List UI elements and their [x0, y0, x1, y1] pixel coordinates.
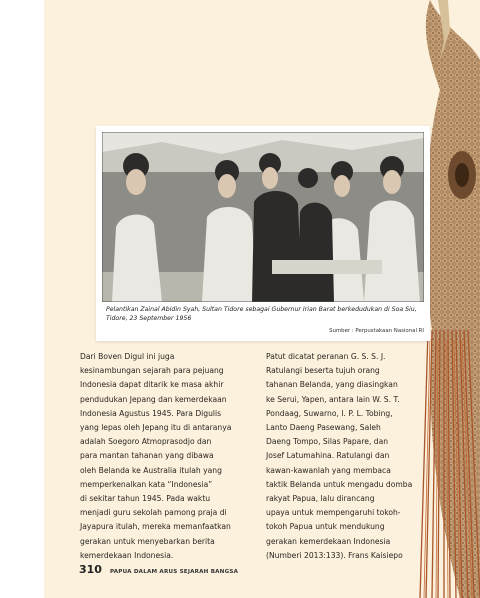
text-line: kawan-kawanlah yang membaca	[266, 465, 391, 475]
text-line: tokoh Papua untuk mendukung	[266, 522, 385, 532]
text-line: para mantan tahanan yang dibawa	[80, 451, 214, 461]
text-line: kesinambungan sejarah para pejuang	[80, 366, 224, 376]
text-line: rakyat Papua, lalu dirancang	[266, 494, 375, 504]
text-line: gerakan kemerdekaan Indonesia	[266, 536, 391, 546]
text-line: Indonesia dapat ditarik ke masa akhir	[80, 380, 224, 390]
text-line: Pondaag, Suwarno, I. P. L. Tobing,	[266, 408, 393, 418]
text-line: Lanto Daeng Pasewang, Saleh	[266, 423, 381, 433]
text-line: adalah Soegoro Atmoprasodjo dan	[80, 437, 212, 447]
text-line: Indonesia Agustus 1945. Para Digulis	[80, 408, 222, 418]
text-line: taktik Belanda untuk mengadu domba	[266, 479, 413, 489]
text-line: Daeng Tompo, Silas Papare, dan	[266, 437, 389, 447]
photo-card	[96, 126, 430, 341]
text-line: upaya untuk mempengaruhi tokoh-	[266, 508, 401, 518]
text-line: Ratulangi beserta tujuh orang	[266, 366, 380, 376]
text-line: Josef Latumahina. Ratulangi dan	[266, 451, 390, 461]
historical-photo	[102, 132, 424, 302]
text-line: gerakan untuk menyebarkan berita	[80, 536, 215, 546]
text-line: Dari Boven Digul ini juga	[80, 352, 175, 361]
photo-source: Sumber : Perpustakaan Nasional RI	[329, 328, 424, 334]
page-footer	[79, 563, 238, 576]
body-text-right-column	[266, 350, 416, 563]
text-line: menjadi guru sekolah pamong praja di	[80, 508, 227, 518]
text-line: memperkenalkan kata “Indonesia”	[80, 479, 213, 489]
text-line: oleh Belanda ke Australia itulah yang	[80, 465, 222, 475]
text-line: pendudukan Jepang dan kemerdekaan	[80, 394, 227, 404]
running-title: PAPUA DALAM ARUS SEJARAH BANGSA	[109, 569, 239, 575]
text-line: kemerdekaan Indonesia.	[80, 550, 174, 560]
text-line: Patut dicatat peranan G. S. S. J.	[266, 352, 386, 361]
body-text-left-column	[80, 350, 256, 563]
text-line: (Numberi 2013:133). Frans Kaisiepo	[266, 550, 403, 560]
text-line: di sekitar tahun 1945. Pada waktu	[80, 494, 211, 504]
page-number: 310	[79, 563, 102, 576]
text-line: Jayapura itulah, mereka memanfaatkan	[80, 522, 231, 532]
text-line: yang lepas oleh Jepang itu di antaranya	[80, 423, 232, 433]
photo-caption: Pelantikan Zainal Abidin Syah, Sultan Tidore sebagai Gubernur Irian Barat berkedudukan di Soa Siu, Tidore, 23 September 1956	[106, 306, 417, 322]
text-line: ke Serui, Yapen, antara lain W. S. T.	[266, 394, 400, 404]
text-line: tahanan Belanda, yang diasingkan	[266, 380, 398, 390]
